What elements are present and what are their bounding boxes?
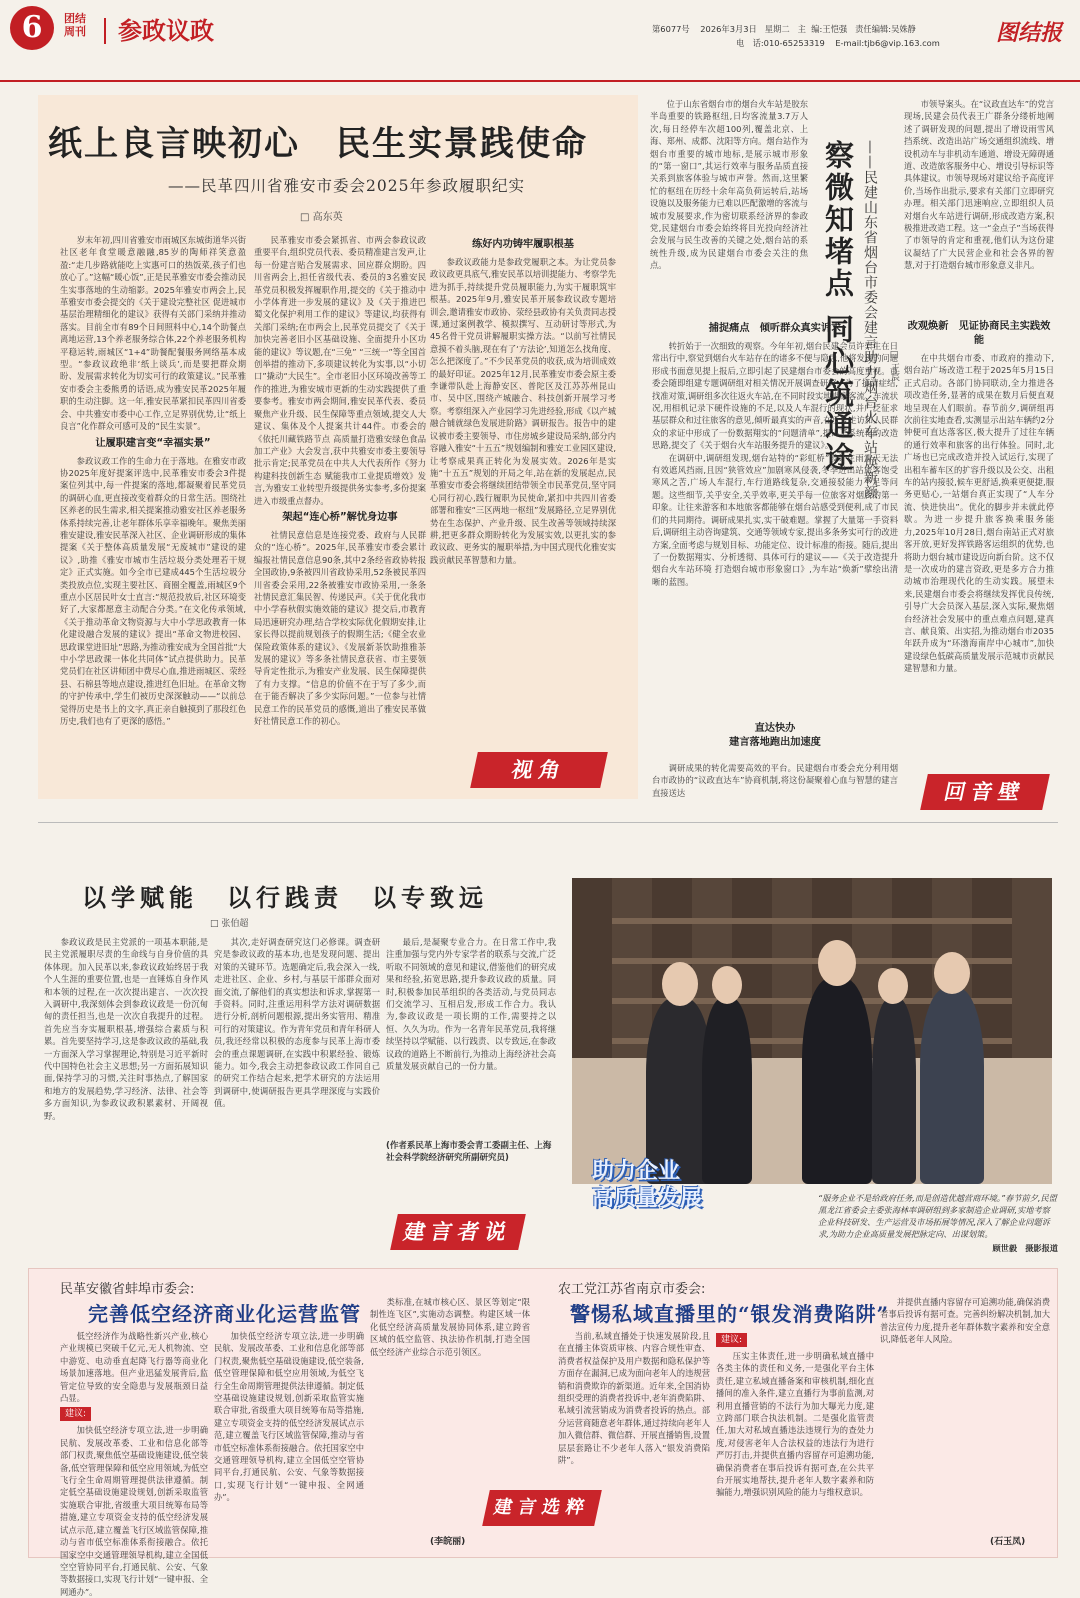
bottom-left-column-3 xyxy=(370,1296,530,1486)
bottom-left-column-2 xyxy=(214,1330,364,1552)
bottom-right-column-3 xyxy=(880,1296,1050,1526)
title-line-1: 察微知堵点 xyxy=(821,140,855,300)
suggestion-tag: 建议: xyxy=(60,1407,91,1421)
author-signature: (作者系民革上海市委会青工委副主任、上海社会科学院经济研究所副研究员) xyxy=(386,1141,552,1163)
article-2-author: □ 王宸 xyxy=(889,350,899,381)
person-3-head xyxy=(818,940,856,986)
news-photo xyxy=(572,878,1052,1184)
person-4 xyxy=(872,998,916,1184)
photo-credit: 顾世毅 摄影报道 xyxy=(992,1243,1058,1253)
article-1-column-2 xyxy=(254,234,426,784)
article-2-subtitle: ——民建山东省烟台市委会建言助力烟台火车站焕新颜 xyxy=(862,140,878,500)
issue-number: 第6077号 xyxy=(652,24,690,34)
article-2-column-5 xyxy=(904,316,1054,786)
bottom-left-column-1 xyxy=(60,1330,208,1597)
banner-line-1: 助力企业 xyxy=(592,1158,681,1184)
paragraph: 转折始于一次细致的观察。今年年初,烟台民建会员许崇生在日常出行中,察觉到烟台火车站存在的诸多不便与隐患,他将发现的问题形成书面意见提上报后,立即引起了民建烟台市委会的高度重视。市委会随即组建专题调研组对相关情况开展调查研究。为了摸清症结,找准对策,调研组多次往返火车站,在不同时段实地勘察客流、车流状况,用相机记录下硬件设施的不足,以及人车混行的现状,并广泛征求基层群众和过往旅客的意见,倾听最真实的声音,在反复走访和人民群众的求证中形成了一份数据翔实的“问题清单”,提出了系统化的改造思路,提交了《关于烟台火车站服务提升的建议》。 xyxy=(652,341,898,451)
article-2-column-3 xyxy=(652,762,898,802)
paragraph: 压实主体责任,进一步明确私域直播中各类主体的责任和义务,一是强化平台主体责任,建立私域直播备案和审核机制,细化直播间的准入条件,建立直播行为事前监测,对利用直播营销的不法行为加大曝光力度,建立跨部门联合执法机制。二是强化监管责任,加大对私域直播违法违规行为的查处力度,对侵害老年人合法权益的违法行为进行严厉打击,并提供直播内容留存可追溯功能,确保消费者在事后投诉有据可查,在公共平台开展实地帮扶,提升老年人数字素养和防骗能力,增强识别风险的能力与维权意识。 xyxy=(716,1351,874,1498)
chief-label: 主 xyxy=(797,24,806,34)
subheading: 练好内功铸牢履职根基 xyxy=(472,239,574,250)
caption-text: “服务企业不是给政府任务,而是创造优越营商环境。”春节前夕,民盟黑龙江省委会主委张海林率调研组到多家制造企业调研,实地考察企业科技研发、生产运营及市场拓展等情况,深入了解企业问题诉求,为助力企业高质量发展把脉定向、出谋划策。 xyxy=(818,1193,1057,1239)
section-divider xyxy=(38,822,1058,823)
left-title: 完善低空经济商业化运营监管 xyxy=(88,1302,361,1326)
article-3-title: 以学赋能 以行践责 以专致远 xyxy=(82,883,488,912)
article-3-author: □ 张伯超 xyxy=(210,919,249,929)
issue-date: 2026年3月3日 xyxy=(700,24,757,34)
bottom-right-column-2 xyxy=(716,1330,874,1552)
newspaper-logo: 图结报 xyxy=(995,20,1062,46)
person-1-head xyxy=(662,962,698,1006)
paragraph: 并提供直播内容留存可追溯功能,确保消费者事后投诉有据可查。完善纠纷解决机制,加大普法宣传力度,提升老年群体数字素养和安全意识,降低老年人风险。 xyxy=(880,1297,1050,1345)
column-stamp-echo-wall: 回音壁 xyxy=(920,774,1050,810)
article-3-column-3 xyxy=(386,936,556,1136)
article-1-subtitle: ——民革四川省雅安市委会2025年参政履职纪实 xyxy=(168,177,525,195)
paragraph: 最后,是凝聚专业合力。在日常工作中,我注重加强与党内外专家学者的联系与交流,广泛听取不同领域的意见和建议,借鉴他们的研究成果和经验,拓宽思路,提升参政议政的质量。同时,积极参加民革组织的各类活动,与党员同志们交流学习、互相启发,形成工作合力。我认为,参政议政是一项长期的工作,需要持之以恒、久久为功。作为一名青年民革党员,我将继续坚持以学赋能、以行践责、以专致远,在参政议政的道路上不断前行,为推动上海经济社会高质量发展贡献自己的一份力量。 xyxy=(386,937,556,1072)
subheading: 直达快办 xyxy=(754,723,796,734)
column-stamp-selection: 建言选粹 xyxy=(482,1490,602,1526)
paragraph: 低空经济作为战略性新兴产业,核心产业规模已突破千亿元,无人机物流、空中游览、电动垂直起降飞行器等商业化场景加速落地。但产业迅猛发展背后,监管定位导致的安全隐患与发展瓶颈日益凸显。 xyxy=(60,1331,208,1404)
brand-top: 团结 xyxy=(64,12,86,25)
shelf-lines xyxy=(612,918,1012,924)
paragraph: 岁末年初,四川省雅安市雨城区东城街道华兴街社区老年食堂暖意融融,85岁的陶师祥笑意盈盈:“走几步路就能吃上实惠可口的热饭菜,孩子们也放心了。”这幅“暖心饭”,正是民革雅安市委会推动民生实事落地的生动缩影。2025年雅安市两会上,民革雅安市委会提交的《关于建设完整社区 促进城市基层治理精细化的建议》获得有关部门采纳并推动落实。目前全市有89个日间照料中心,14个助餐点离地运营,13个养老服务综合体,22个养老服务机构平稳运转,雨城区“1+4”助餐配餐服务网络基本成型。“参政议政绝非‘纸上谈兵’,而是要把群众期盼、发展需求转化为切实可行的政策建议。”民革雅安市委会主委熊勇的话语,成为雅安民革2025年履职的生动注脚。这一年,雅安民革紧扣民革四川省委会、中共雅安市委中心工作,立足界别优势,让“纸上良言”化作群众可感可及的“民生实景”。 xyxy=(60,235,246,432)
person-2 xyxy=(702,998,752,1184)
right-signature: (石玉凤) xyxy=(990,1537,1026,1547)
paragraph: 其次,走好调查研究这门必修课。调查研究是参政议政的基本功,也是发现问题、提出对策的关键环节。选题确定后,我会深入一线,走进社区、企业、乡村,与基层干部群众面对面交流,了解他们的真实想法和诉求,掌握第一手资料。同时,注重运用科学方法对调研数据进行分析,剖析问题根源,提出务实管用、精准可行的对策建议。作为青年党员和青年科研人员,我还经常以积极的态度参与民革上海市委会的重点课题调研,在实践中积累经验、锻炼能力。如今,我会主动把参政议政工作同自己的研究工作结合起来,把学术研究的方法运用到调研中,使调研报告更具学理深度与实践价值。 xyxy=(214,937,380,1109)
person-5 xyxy=(920,988,984,1184)
brand-bottom: 周刊 xyxy=(64,25,86,38)
paragraph: 参政议政是民主党派的一项基本职能,是民主党派履职尽责的生命线与自身价值的具体体现。加入民革以来,参政议政始终居于我个人生涯的重要位置,也是一直锤炼自身作风和本领的过程,在一次次提出建言、一次次投入调研中,我深刻体会到参政议政是一份沉甸甸的责任担当,也是一次次自我提升的过程。首先应当夯实履职根基,增强综合素质与积累。首先要坚持学习,这是参政议政的基础,我一方面深入学习掌握理论,特别是习近平新时代中国特色社会主义思想;另一方面拓展知识面,保持学习的习惯,关注时事热点,了解国家和地方的发展趋势,学习经济、法律、社会等多方面知识,为参政议政积累素材、开阔视野。 xyxy=(44,937,208,1121)
photo-caption xyxy=(818,1192,1058,1254)
article-2-subheading-2 xyxy=(652,722,898,750)
article-1-title: 纸上良言映初心 民生实景践使命 xyxy=(48,124,588,164)
subheading: 架起“连心桥”解忧身边事 xyxy=(282,511,398,523)
paragraph: 在调研中,调研组发现,烟台站特的“彩虹桥”设计在雨雪天无法有效遮风挡雨,且因“狭管效应”加剧寒风侵袭,冬季进出站旅客饱受寒风之苦,广场人车混行,车行道路线复杂,交通接驳能力不足等问题。这些细节,关乎安全,关乎效率,更关乎每一位旅客对烟台的第一印象。让往来游客和本地旅客都能够在烟台站感受到便利,成了市民们的共同期待。调研成果扎实,实干破难题。掌握了大量第一手资料后,调研组主动咨询建筑、交通等领域专家,提出多条务实可行的改进方案,全面考虑与规划目标、功能定位、设计标准的衔接。随后,提出了一份数据翔实、分析透彻、具体可行的建议——《关于改造提升烟台火车站环境 打造烟台城市形象窗口》,为车站“焕新”擘绘出清晰的蓝图。 xyxy=(652,452,898,587)
paragraph: 民革雅安市委会紧抓省、市两会参政议政重要平台,组织党员代表、委员精准建言发声,让每一份建言贴合发展需求、回应群众期盼。四川省两会上,担任省级代表、委员的3名雅安民革党员积极发挥履职作用,提交的《关于推动中小学体育进一步发展的建议》及《关于推进巴蜀文化保护利用工作的建议》等建议,均获得有关部门采纳;在市两会上,民革党员提交了《关于加快完善老旧小区基础设施、全面提升小区功能的建议》等议题,在“三免” “三统一”等全国首创举措的推动下,多项建议转化为实事,以“小切口”撬动“大民生”。全市老旧小区环境改善等工作的推进,为雅安城市更新的生动实践提供了重要参考。雅安市两会期间,雅安民革代表、委员聚焦产业升级、民生保障等重点领域,提交人大建议、集体及个人提案共计44件。市委会的《依托川藏铁路节点 高质量打造雅安绿色食品加工产业》大会发言,获中共雅安市委主要领导批示肯定;民革党员在中共人大代表所作《努力构建科技创新生态 赋能我市工业提质增效》发言,为雅安工业转型升级提供务实参考,多份提案进入市级重点督办。 xyxy=(254,235,426,506)
left-org-heading: 民革安徽省蚌埠市委会: xyxy=(60,1282,195,1297)
title-line-2: 同心筑通途 xyxy=(821,314,855,474)
paragraph: 调研成果的转化需要高效的平台。民建烟台市委会充分利用烟台市政协的“议政直达车”协商机制,将这份凝聚着心血与智慧的建言直接送达 xyxy=(652,763,898,798)
paragraph: 加快低空经济专项立法,进一步明确民航、发展改革委、工业和信息化部等部门权责,聚焦低空基础设施建设,低空装备,低空管理保障和低空应用领域,为低空飞行全生命周期管理提供法律遵循。制定低空基础设施建设规划,创新采取监管实施联合审批,省级重大项目统筹布局等措施,建立专项资金支持的低空经济发展试点示范,建立覆盖飞行区域监管保障,推动与省市低空标准体系衔接融合。依托国家空中交通管理领导机构,建立全国低空空管协同平台,打通民航、公安、气象等数据接口,实现飞行计划“一键申报、全网通办”。 xyxy=(60,1425,208,1597)
article-1-column-1 xyxy=(60,234,246,784)
paragraph: 加快低空经济专项立法,进一步明确民航、发展改革委、工业和信息化部等部门权责,聚焦低空基础设施建设,低空装备,低空管理保障和低空应用领域,为低空飞行全生命周期管理提供法律遵循。制定低空基础设施建设规划,创新采取监管实施联合审批,省级重大项目统筹布局等措施,建立专项资金支持的低空经济发展试点示范,建立覆盖飞行区域监管保障,推动与省市低空标准体系衔接融合。依托国家空中交通管理领导机构,建立全国低空空管协同平台,打通民航、公安、气象等数据接口,实现飞行计划“一键申报、全网通办”。 xyxy=(214,1331,364,1503)
paragraph: 参政议政工作的生命力在于落地。在雅安市政协2025年度好提案评选中,民革雅安市委会3件提案位列其中,每一件提案的落地,都凝聚着民革党员的调研心血,更直接改变着群众的日常生活。围绕社区养老的民生需求,相关提案推动雅安社区养老服务体系持续完善,让老年群体乐享幸福晚年。聚焦美丽雅安建设,雅安民革深入社区、企业调研形成的集体提案《关于整体高质量发展“无废城市”建设的建议》,助推《雅安市城市生活垃圾分类处理若干规定》正式实施。如今全市已建成445个生活垃圾分类投放点位,实现主要社区、商圈全覆盖,雨城区9个重点小区居民叶女士直言:“规范投放后,社区环境变好了,大家都愿意主动配合分类。”在文化传承领域,《关于推动革命文物资源与大中小学思政教育一体化建设融合发展的建议》提出“革命文物进校园、思政课堂进旧址”思路,为推动雅安成为全国首批“大中小学思政课一体化共同体”试点提供助力。民革党员们在社区讲师团中费尽心血,推进雨城区、荥经县、石棉县等地点建设,推进红色旧址。在革命文物的守护传承中,学生们被历史深深触动——“以前总觉得历史是书上的文字,真正亲自触摸到了那段红色历史,我们也有了更深的感悟。” xyxy=(60,455,246,727)
article-2-column-2 xyxy=(652,318,898,718)
column-stamp-perspective: 视角 xyxy=(470,752,608,788)
paragraph: 类标准,在城市核心区、景区等划定“限制性连飞区”,实施动态调整。构建区域一体化低空经济高质量发展协同体系,建立跨省区域的低空监管、执法协作机制,打造全国低空经济产业综合示范引领区。 xyxy=(370,1297,530,1357)
bottom-right-column-1 xyxy=(558,1330,710,1552)
article-2-column-4 xyxy=(904,98,1054,328)
article-1-author: □ 高东英 xyxy=(300,212,343,223)
article-3-column-1 xyxy=(44,936,208,1238)
paragraph: 参政议政能力是参政党履职之本。为让党员参政议政更具底气,雅安民革以培训提能力、考察学先进为抓手,持续提升党员履职能力,为实干履职筑牢根基。2025年9月,雅安民革开展参政议政专题培训会,邀请雅安市政协、荥经县政协有关负责同志授课,通过案例教学、模拟撰写、互动研讨等形式,为45名骨干党员讲解履职实操方法。“以前写社情民意摸不着头脑,现在有了‘方法论’,知道怎么找角度、怎么把深度了。”不少民革党员的收获,成为培训成效的最好印证。2025年12月,民革雅安市委会原主委李谦带队赴上海静安区、普陀区及江苏苏州昆山市、吴中区,围绕产城融合、科技创新开展学习考察。考察组深入产业园学习先进经验,形成《以产城融合铺就绿色发展进阶路》调研报告。报告中的建议被市委主要领导、市住房城乡建设局采纳,部分内容融入雅安“十五五”规划编制和雅安工业园区建设,让考察成果真正转化为发展实效。2026年是实施“十五五”规划的开局之年,站在新的发展起点,民革雅安市委会将继续团结带领全市民革党员,坚守同心同行初心,践行履职为民使命,紧扣中共四川省委部署和雅安“三区两地一枢纽”发展路径,立足界别优势在生态保护、产业升级、民生改善等领域持续深耕,把更多群众期盼转化为发展实效,以更扎实的参政议政、更务实的履职举措,为中国式现代化雅安实践贡献民革智慧和力量。 xyxy=(430,257,616,565)
subheading: 建言落地跑出加速度 xyxy=(729,737,821,748)
issue-weekday: 星期二 xyxy=(764,24,790,34)
subheading: 让履职建言变“幸福实景” xyxy=(95,437,211,449)
page-number: 6 xyxy=(10,6,54,50)
photo-banner xyxy=(592,1158,762,1228)
paragraph: 当前,私域直播处于快速发展阶段,且在直播主体资质审核、内容合规性审查、消费者权益保护及用户数据和隐私保护等方面存在漏洞,已成为面向老年人的违规营销和消费欺诈的新渠道。近年来,全国消协组织受理的消费者投诉中,老年消费陷阱、私域引流营销成为消费者投诉的热点。部分运营商随意老年群体,通过持续向老年人加入微信群、微信群、开展直播销售,设置层层套路让不少老年人落入“银发消费陷阱”。 xyxy=(558,1331,710,1466)
issue-info xyxy=(652,24,916,35)
paragraph: 市领导案头。在“议政直达车”的党言现场,民建会员代表王广群条分缕析地阐述了调研发现的问题,提出了增设雨雪风挡系统、改造出站广场交通组织流线、增设机动车与非机动车通道、增设无障碍通道、改造旅客服务中心、增设引导标识等具体建议。市领导现场对建议给予高度评价,当场作出批示,要求有关部门立即研究办理。相关部门迅速响应,立即组织人员对烟台火车站进行调研,形成改造方案,积极推进改造工程。这一“金点子”当场获得了市领导的肯定和重视,他们认为这份建议凝结了广大民营企业和社会各界的智慧,对于打造烟台城市形象意义非凡。 xyxy=(904,99,1054,271)
responsible-editor: 责任编辑:吴姝静 xyxy=(855,24,916,34)
masthead-rule xyxy=(0,80,1080,82)
paragraph: 在中共烟台市委、市政府的推动下,烟台站广场改造工程于2025年5月15日正式启动。各部门协同联动,全力推进各项改造任务,显著的成果在数月后便直观地呈现在人们眼前。春节前夕,调研组再次前往实地查看,实测显示出站车辆约2分钟便可直达落客区,极大提升了过往车辆的通行效率和旅客的出行体验。同时,北广场也已完成改造并投入试运行,实现了出租车蓄车区的扩容升级以及公交、出租车的站内接驳,候车更舒适,换乘更便捷,服务更贴心,一站烟台真正实现了“人车分流、快进快出”。优化的脚步并未就此停歇。为进一步提升旅客换乘服务能力,2025年10月28日,烟台南站正式对旅客开放,更好发挥铁路客运组织的优势,也将助力烟台城市建设迈向新台阶。这不仅是一次成功的建言资政,更是多方合力推动城市治理现代化的生动实践。展望未来,民建烟台市委会将继续发挥优良传统,引导广大会员深入基层,深入实际,聚焦烟台经济社会发展中的重点难点问题,建真言、献良策、出实招,为推动烟台市2035年跃升成为“环渤海南岸中心城市”,加快建设绿色低碳高质量发展示范城市贡献民建智慧和力量。 xyxy=(904,353,1054,674)
person-5-head xyxy=(934,952,970,994)
suggestion-tag: 建议: xyxy=(716,1333,747,1347)
paragraph: 位于山东省烟台市的烟台火车站是胶东半岛重要的铁路枢纽,日均客流量3.7万人次,每日经停车次超100列,覆盖北京、上海、郑州、成都、沈阳等方向。烟台站作为烟台市重要的城市地标,是展示城市形象的“第一窗口”,其运行效率与服务品质直接关系到旅客体验与城市声誉。然而,这里繁忙的枢纽在历经十余年高负荷运转后,站场设施以及服务能力已难以匹配激增的客流与城市发展要求,作为密切联系经济界的参政党,民建烟台市委会始终将目光投向经济社会发展与民生改善的关键之处,烟台站的系统性升级,成为民建烟台市委会关注的焦点。 xyxy=(650,99,808,271)
paragraph: 社情民意信息是连接党委、政府与人民群众的“连心桥”。2025年,民革雅安市委会累计编报社情民意信息90条,其中2条经省政协转报全国政协,9条被四川省政协采用,52条被民革四川省委会采用,22条被雅安市政协采用,一条条社情民意汇集民智、传递民声。《关于优化我市中小学春秋假实施效能的建议》提交后,市教育局迅速研究办理,结合学校实际优化假期安排,让家长得以提前规划孩子的假期生活;《健全农业保险政策体系的建议》、《发展新茶饮助推雅茶发展的建议》等多条社情民意获省、市主要领导肯定性批示,为雅安产业发展、民生保障提供了有力支撑。“信息的价值不在于写了多少,而在于能否解决了多少实际问题。”一位参与社情民意工作的民革党员的感慨,道出了雅安民革做好社情民意工作的初心。 xyxy=(254,529,426,727)
person-3 xyxy=(802,978,872,1184)
subheading: 改观焕新 见证协商民主实践效能 xyxy=(907,321,1051,346)
person-4-head xyxy=(878,968,908,1004)
column-stamp-proposer-talk: 建言者说 xyxy=(390,1214,526,1250)
banner-line-2: 高质量发展 xyxy=(592,1185,703,1211)
editor-name: 编:王恺强 xyxy=(811,24,848,34)
article-1-column-3 xyxy=(430,234,616,714)
right-title: 警惕私域直播里的“银发消费陷阱” xyxy=(570,1302,890,1326)
right-org-heading: 农工党江苏省南京市委会: xyxy=(558,1282,706,1297)
left-signature: (李皖丽) xyxy=(430,1537,466,1547)
email: E-mail:tjb6@vip.163.com xyxy=(835,38,940,48)
subheading: 捕捉痛点 倾听群众真实诉求 xyxy=(708,323,842,334)
contact-info xyxy=(736,38,940,49)
section-title: 参政议政 xyxy=(104,18,214,44)
phone: 电 话:010-65253319 xyxy=(736,38,825,48)
article-3-column-2 xyxy=(214,936,380,1238)
person-2-head xyxy=(712,966,742,1004)
article-2-column-1 xyxy=(650,98,808,316)
